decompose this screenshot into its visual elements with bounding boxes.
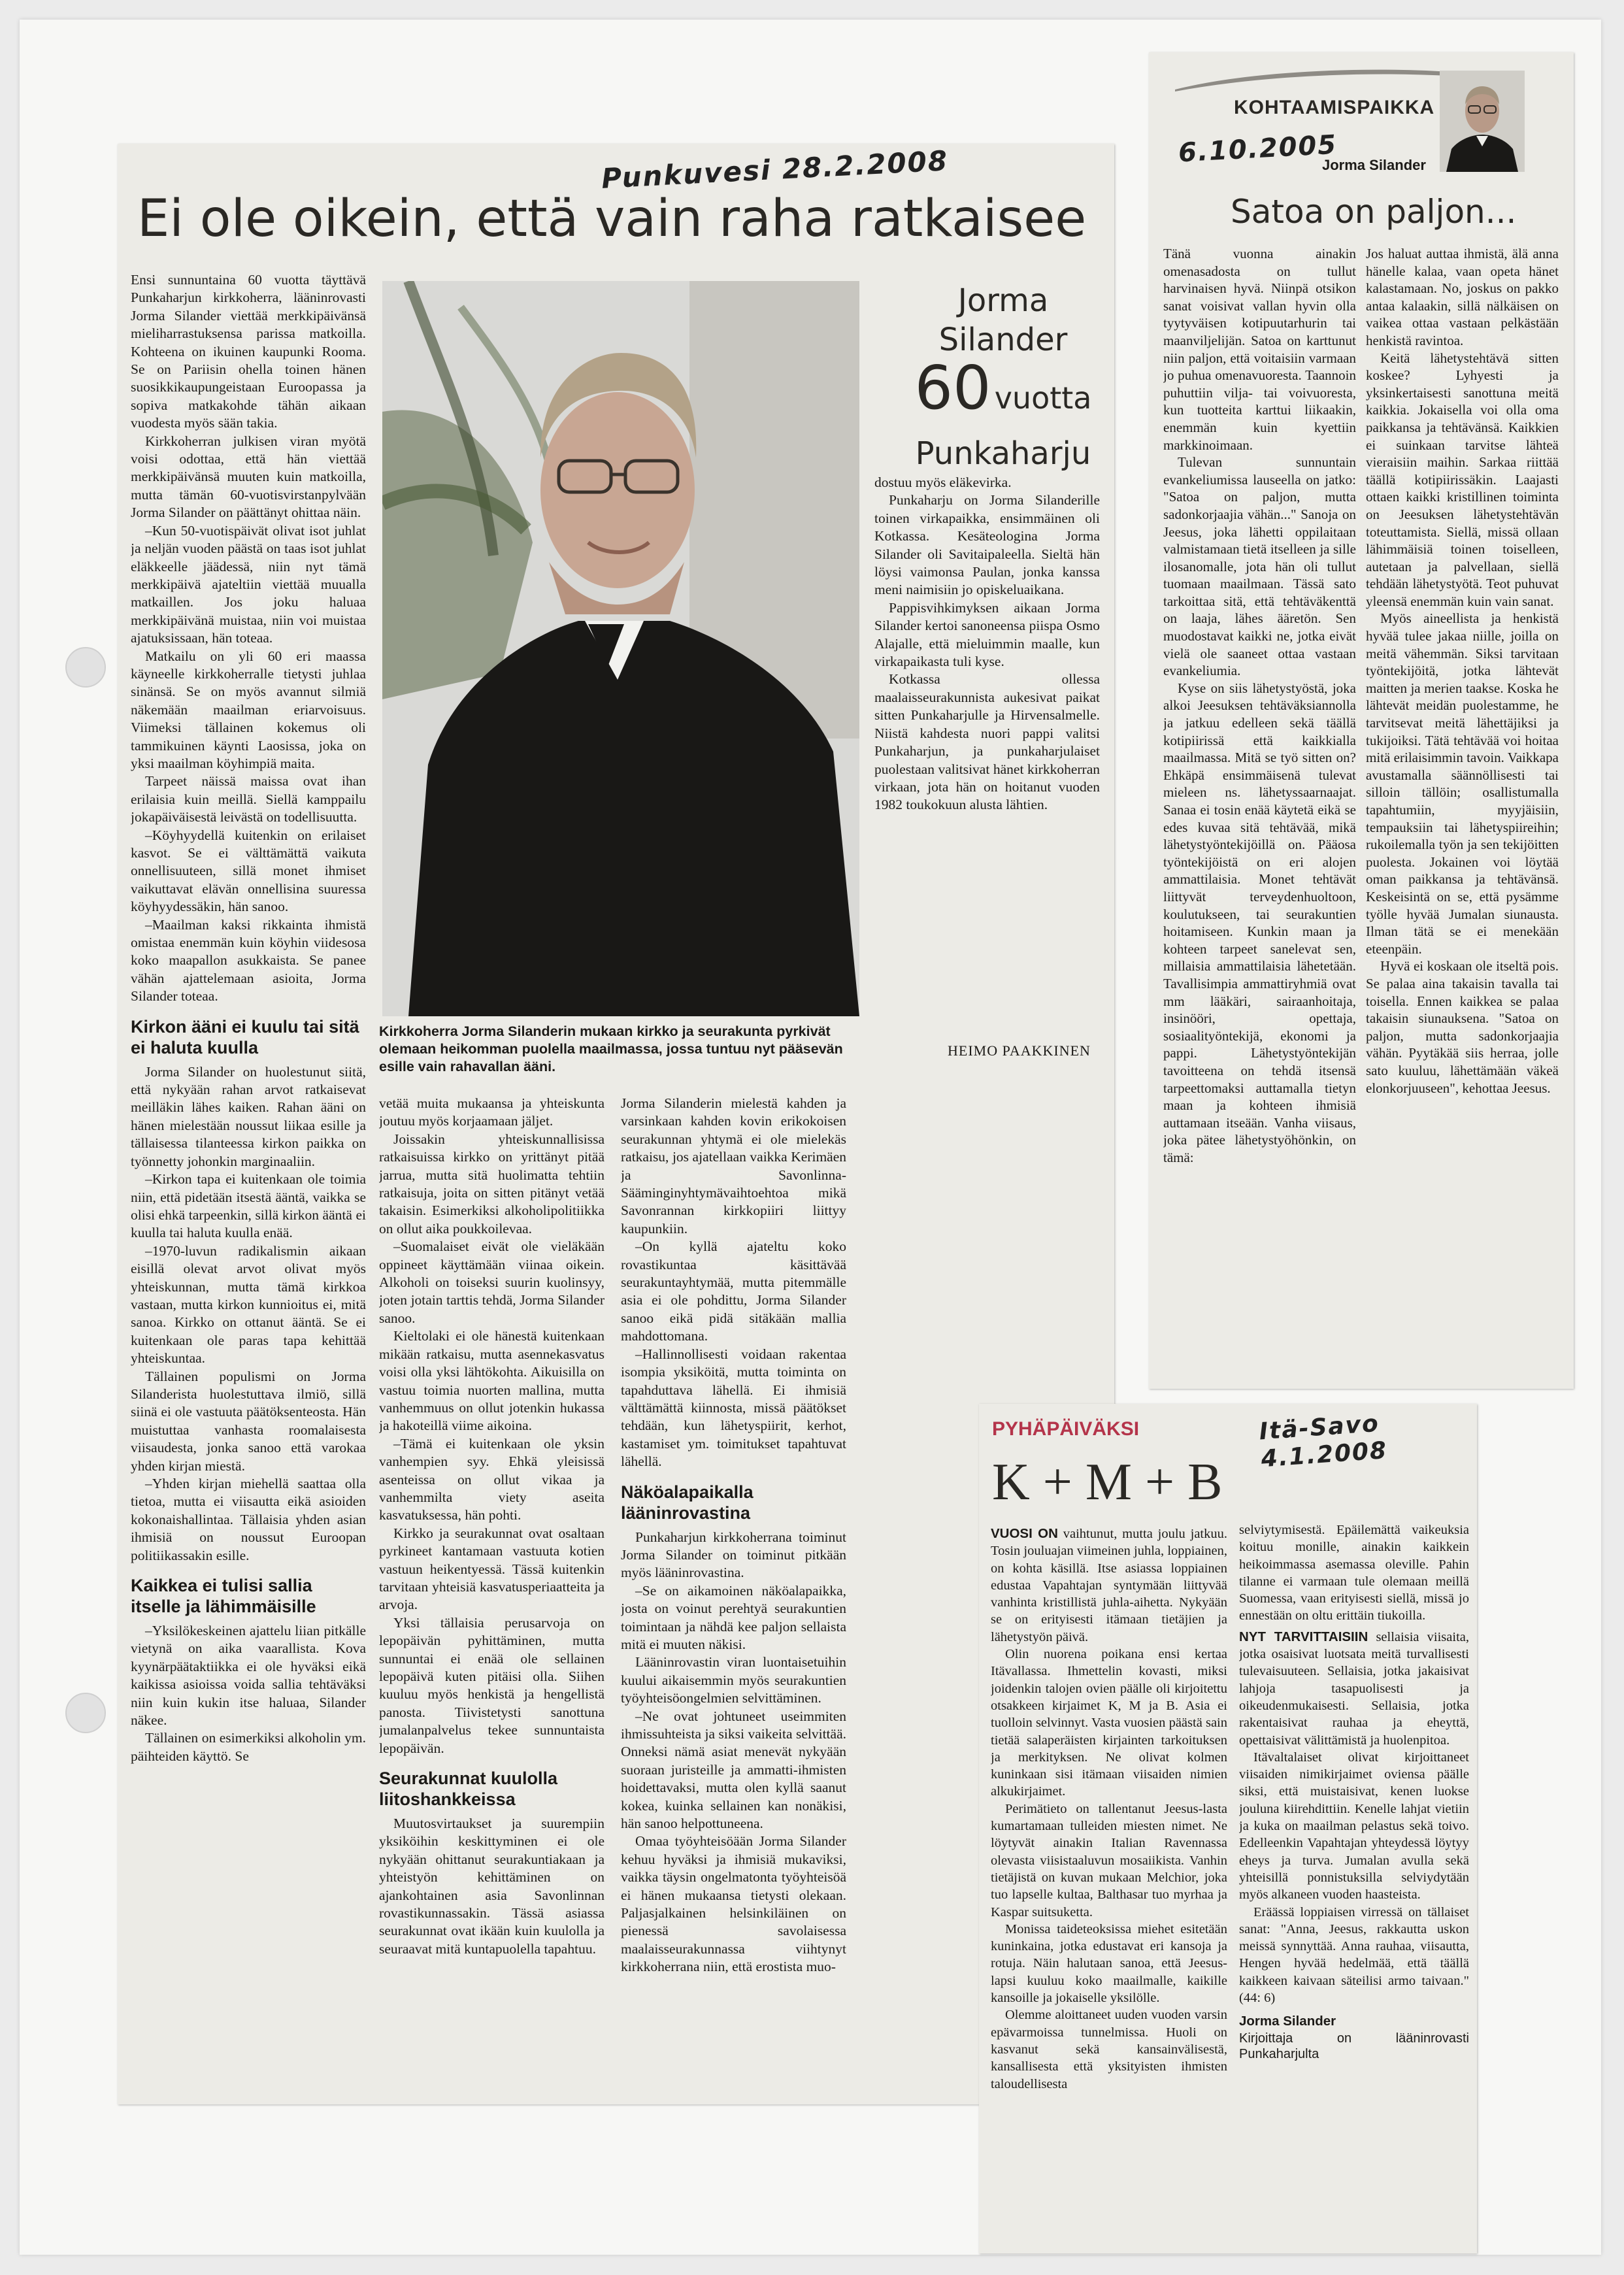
paragraph-text: –Kirkon tapa ei kuitenkaan ole toimia niin, että pidetään itsestä ääntä, vaikka se olisi ehkä tarpeenkin, sillä kirkon ääntä ei kuulla tai haluta kuulla enää. [131,1171,366,1241]
paragraph [131,1063,366,1171]
paragraph-text: Kotkassa ollessa maalaisseurakunnista aukesivat paikat sitten Punkaharjulle ja Hirvensalmelle. Niistä kahdesta nuori pappi valitsi Punkaharjun, ja punkaharjulaiset puolestaan valitsivat hänet kirkkoherran virkaan, jota hän on hoitanut vuoden 1982 toukokuun alusta lähtien. [874,671,1100,813]
paragraph-text: Kirkko ja seurakunnat ovat osaltaan pyrkineet kantamaan vastuuta kotien vastuun heikentyessä. Tässä kuitenkin tarvitaan yhteisiä kasvatusperiaatteita ja arvoja. [379,1525,605,1613]
paragraph-text: Kyse on siis lähetystyöstä, joka alkoi Jeesuksen tehtäväksiannolla ja jatkuu edelleen sekä täällä kotipiirissä että kaikkialla maailmassa. Mitä se työ sitten on? Ehkäpä ensimmäisenä tulevat mieleen ns. lähetyssaarnaajat. Sanaa ei tosin enää käytetä eikä se edes kuvaa sitä tehtävää, mikä lähetystyöntekijöillä on. Pääosa työntekijöistä on eri alojen ammattilaisia. Monet tehtävät liittyvät terveydenhuoltoon, koulutukseen, tai seurakuntien hoitamiseen. Kunkin maan ja kohteen tarpeet sanelevat sen, millaisia ammattilaisia lähetetään. Tavallisimpia ammattiryhmiä ovat mm lääkäri, sairaanhoitaja, insinööri, opettaja, sosiaalityöntekijä, ekonomi ja pappi. Lähetystyöntekijän tavoitteena on tehdä itsensä tarpeettomaksi auttamalla tietyn maan ja kohteen ihmisiä auttamaan itseään. Vanha viisaus, joka pätee lähetystyöhönkin, on tämä: [1163,680,1356,1165]
paragraph [1163,245,1356,454]
portrait-photo-image [382,281,859,1016]
paragraph-text: Jos haluat auttaa ihmistä, älä anna hänelle kalaa, vaan opeta hänet kalastamaan. No, joskus on pakko antaa kalaakin, sillä nälkäisen on vaikea ottaa vastaan pelkästään henkistä ravintoa. [1366,246,1559,348]
section-label-pyhapaivaksi: PYHÄPÄIVÄKSI [992,1418,1140,1440]
paragraph-text: Hyvä ei koskaan ole itseltä pois. Se palaa aina takaisin tavalla tai toisella. Ennen kaikkea se palaa takaisin siunauksena. "Satoa on paljon, mutta sadonkorjaajia vähän. Pyytäkää siis herraa, jolle sato kuuluu, lähettämään väkeä elonkorjuuseen", kehottaa Jeesus. [1366,958,1559,1096]
kicker-number: 60 [914,353,991,423]
paragraph [379,1238,605,1327]
columnist-photo [1440,71,1525,172]
paragraph-text: Tarpeet näissä maissa ovat ihan erilaisia kuin meillä. Siellä kamppailu jokapäiväisestä leivästä on todellisuutta. [131,773,366,825]
paragraph [991,1525,1227,1646]
lead-in-caps: NYT TARVITTAISIIN [1239,1629,1368,1644]
paragraph-text: Punkaharjun kirkkoherrana toiminut Jorma Silander on toiminut pitkään myös lääninrovastina. [621,1529,846,1581]
column-headline-kmb: K + M + B [992,1453,1223,1511]
paragraph-text: Pappisvihkimyksen aikaan Jorma Silander kertoi sanoneensa piispa Osmo Alajalle, että mieluimmin maalle, kun virkapaikasta tuli kyse. [874,599,1100,670]
paragraph [131,433,366,522]
paragraph-text: selviytymisestä. Epäilemättä vaikeuksia koituu monille, ainakin kaikkein heikoimmassa asemassa oleville. Pahin tilanne ei varmaan tule olemaan meillä Suomessa, vaan erityisesti siellä, missä jo ennestään on oltu erittäin tiukoilla. [1239,1523,1469,1623]
paragraph [621,1653,846,1707]
paragraph [1239,1904,1469,2007]
clipping-main-article [118,144,1114,2104]
section-label-kohtaamispaikka: KOHTAAMISPAIKKA [1234,97,1435,118]
paragraph-text: dostuu myös eläkevirka. [874,474,1012,490]
signature-description: Kirjoittaja on lääninrovasti Punkaharjulta [1239,2031,1469,2061]
columnist-name: Jorma Silander [1322,157,1426,173]
paragraph [1239,1629,1469,1749]
paragraph [379,1327,605,1435]
portrait-photo [382,281,859,1016]
lead-in-caps: VUOSI ON [991,1526,1058,1541]
paragraph-text: –Hallinnollisesti voidaan rakentaa isompia yksiköitä, mutta toiminta on tapahduttava lähellä. Ei ihmisiä välttämättä kiinnosta, missä päätökset tehdään, kun lähetyspiirit, kerhot, kastamiset ym. toimitukset tapahtuvat lähellä. [621,1346,846,1470]
paragraph [991,1921,1227,2006]
clipping-kohtaamispaikka [1149,52,1574,1389]
paragraph [1366,245,1559,350]
paragraph [131,1475,366,1565]
paragraph [1239,1521,1469,1625]
main-column-3 [621,1095,846,2095]
paragraph [131,522,366,648]
main-headline: Ei ole oikein, että vain raha ratkaisee [137,190,1087,248]
paragraph [131,1242,366,1368]
paragraph [379,1525,605,1614]
paragraph-text: vaihtunut, mutta joulu jatkuu. Tosin jouluajan viimeinen juhla, loppiainen, on kohta käsillä. Itse asiassa loppiainen edustaa Vapahtajan syntymään liittyvää vanhinta kristillistä juhla-aihetta. Nykyään se on erityisesti itämaan tietäjien ja lähetystyön päivä. [991,1527,1227,1644]
paragraph-text: Tulevan sunnuntain evankeliumissa lauseella on jatko: "Satoa on paljon, mutta sadonkorjaajia vähän..." Sanoja on Jeesus, joka lähetti oppilaitaan valmistamaan tietä itselleen ja sille ilosanomalle, jota hän oli tullut tuomaan maailmaan. Tässä sato tarkoittaa sitä, että tehtäväkenttä on laaja, lähes ääretön. Sen muodostavat kaikki ne, jotka eivät vielä ole saaneet ottaa vastaan evankeliumia. [1163,454,1356,679]
paragraph-text: Ensi sunnuntaina 60 vuotta täyttävä Punkaharjun kirkkoherra, lääninrovasti Jorma Silander viettää merkkipäivänsä mieliharrastuksensa parissa matkoilla. Kohteena on ikuinen kaupunki Rooma. Se on Pariisin ohella toinen hänen suosikkikaupungeistaan Euroopassa ja sopiva matkakohde tähän aikaan vuodesta myös sään takia. [131,272,366,431]
paragraph [991,2006,1227,2092]
punch-hole-bottom [65,1693,106,1733]
paragraph-text: –Yhden kirjan miehellä saattaa olla tietoa, mutta ei viisautta eikä asioiden kokonaishallintaa. Tällaisia yhden asian ihmisiä on noussut Euroopan politiikassakin esille. [131,1476,366,1563]
paragraph [621,1529,846,1582]
paragraph-text: –Kun 50-vuotispäivät olivat isot juhlat ja neljän vuoden päästä on taas isot juhlat eläkkeelle jäädessä, niin nyt tämä merkkipäivä ajateltiin viettää muualla matkaillen. Jos joku haluaa merkkipäivänä muistaa, niin voi muistaa ajatuksissaan, hän toteaa. [131,522,366,646]
paragraph [874,599,1100,671]
column-headline: Satoa on paljon... [1231,193,1517,231]
paragraph-text: –Ne ovat johtuneet useimmiten ihmissuhteista ja siksi vaikeita selvittää. Onneksi nämä asiat menevät nykyään suoraan juristeille ja ammatti-ihmisten hoidettavaksi, mutta olen kyllä saanut kokea, kuinka sellainen kan nonäkisi, hän sanoo helpottuneena. [621,1708,846,1832]
columnist-photo-image [1440,71,1525,172]
paragraph [1163,680,1356,1167]
column-text-2 [1366,245,1559,1376]
paragraph-text: Jorma Silanderin mielestä kahden ja varsinkaan kahden kovin erikokoisen seurakunnan yhtymä ei ole mielekäs ratkaisu, jos ajatellaan vaikka Kerimäen ja Savonlinna-Sääminginyhtymävaihtoehtoa mikä Savonrannan kirkkopiiri liittyy kaupunkiin. [621,1095,846,1237]
paragraph-text: Itävaltalaiset olivat kirjoittaneet viisaiden nimikirjaimet oviensa päälle siksi, että muistaisivat, kenen luokse jouluna kiirehdittiin. Kenelle lahjat vietiin ja kuka on maailman pelastus sekä toivo. Edelleenkin Vapahtajan yhteydessä löytyy eheys ja turva. Jumalan avulla sekä yhteisillä ponnistuksilla selviydytään myös alkaneen vuoden haasteista. [1239,1750,1469,1902]
paragraph-text: Monissa taideteoksissa miehet esitetään kuninkaina, jotka edustavat eri kansoja ja rotuja. Näin halutaan sanoa, että Jeesus-lapsi kuuluu koko maailmalle, kaikille kansoille ja jokaiselle yksilölle. [991,1921,1227,2006]
paragraph-text: –Tämä ei kuitenkaan ole yksin vanhempien syy. Ehkä yleisissä asenteissa on ollut vikaa ja vanhemmilta viety aseita kasvatuksessa, hän pohti. [379,1435,605,1523]
kmb-column-1 [991,1521,1227,2247]
paragraph [874,474,1100,491]
paragraph [131,648,366,773]
punch-hole-top [65,647,106,688]
paragraph-text: Tällainen populismi on Jorma Silanderista huolestuttava ilmiö, sillä siinä ei ole vastuuta päätöksenteosta. Hän muistuttaa vanhasta roomalaisesta viisaudesta, jonka sanoo että varokaa yhden kirjan miestä. [131,1368,366,1474]
paragraph-text: Lääninrovastin viran luontaisetuihin kuului aikaisemmin myös seurakuntien työyhteisöongelmien selvittäminen. [621,1654,846,1706]
paragraph-text: vetää muita mukaansa ja yhteiskunta joutuu myös korjaamaan jäljet. [379,1095,605,1129]
main-kicker [895,281,1111,473]
paragraph-text: –Yksilökeskeinen ajattelu liian pitkälle vietynä on aika vaarallista. Kova kyynärpäätaktiikka ei ole hyväksi eikä kaikissa asioissa voida sallia tehtäväksi niin kuin kukin itse haluaa, Silander näkee. [131,1623,366,1729]
subheading: Näköalapaikalla lääninrovastina [621,1482,754,1523]
subheading: Kaikkea ei tulisi sallia itselle ja lähimmäisille [131,1576,316,1617]
paragraph [991,1801,1227,1921]
paragraph-text: –Köyhyydellä kuitenkin on erilaiset kasvot. Se ei välttämättä vaikuta onnellisuuteen, sillä monet ihmiset vaikuttavat elävän onnellisina suuressa köyhyydessäkin, hän sanoo. [131,827,366,915]
paragraph-text: –Maailman kaksi rikkainta ihmistä omistaa enemmän kuin köyhin viidesosa koko maapallon asukkaista. Se panee vähän ajattelemaan asioita, Jorma Silander toteaa. [131,916,366,1005]
handwritten-source-date: Itä-Savo 4.1.2008 [1258,1410,1389,1473]
paragraph [379,1435,605,1525]
paragraph [131,1171,366,1242]
paragraph-text: Myös aineellista ja henkistä hyvää tulee jakaa niille, joilla on meitä vähemmän. Siksi tarvitaan työntekijöitä, jotka lähtevät maitten ja merien taakse. Koska he lähtevät meidän puolestamme, he tarvitsevat meitä lähettäjiksi ja tukijoiksi. Tätä tehtävää voi hoitaa mitä erilaisimmin tavoin. Vaikkapa avustamalla säännöllisesti tai silloin tällöin; osallistumalla tapahtumiin, myyjäisiin, tempauksiin tai lähetyspiireihin; rukoilemalla työn ja sen tekijöitten puolesta. Jokainen voi löytää oman paikkansa ja tehtävänsä. Keskeisintä on se, että pysämme työlle hyvää Jumalan siunausta. Ilman tätä se ei menekään eteenpäin. [1366,610,1559,957]
main-byline: HEIMO PAAKKINEN [948,1042,1091,1059]
paragraph [1366,350,1559,610]
paragraph [1366,957,1559,1097]
paragraph [379,1614,605,1757]
kicker-unit: vuotta [994,380,1092,416]
paragraph-text: Tällainen on esimerkiksi alkoholin ym. päihteiden käyttö. Se [131,1730,366,1764]
paragraph-text: Kieltolaki ei ole hänestä kuitenkaan mikään ratkaisu, mutta asennekasvatus voisi olla yksi lähtökohta. Aikuisilla on vastuu toimia nuorten mallina, mutta vanhemmuus on ollut jotenkin hukassa ja hakoteillä viime aikoina. [379,1328,605,1434]
paragraph [991,1646,1227,1801]
subheading: Seurakunnat kuulolla liitoshankkeissa [379,1769,558,1810]
column-text-1 [1163,245,1356,1376]
main-column-2 [379,1095,605,2095]
paragraph [131,1368,366,1475]
kicker-age-line [895,353,1111,434]
paragraph-text: Punkaharju on Jorma Silanderille toinen virkapaikka, ensimmäinen oli Kotkassa. Kesäteologina Jorma Silander oli Savitaipaleella. Sieltä hän löysi vaimonsa Paulan, jonka kanssa meni naimisiin jo opiskeluaikana. [874,492,1100,598]
paragraph [131,1729,366,1765]
handwritten-source-note: Punkuvesi 28.2.2008 [601,144,950,195]
paragraph [621,1095,846,1238]
paragraph-text: –1970-luvun radikalismin aikaan eisillä olevat arvot olivat myös yhteiskunnan, mutta tämä kirkkoa vastaan, mutta kirkon kunnioitus ei, mitä sanoa. Kirkko on ottanut ääntä. Se ei kuitenkaan ole paras tapa kehittää yhteiskuntaa. [131,1242,366,1367]
paragraph [874,671,1100,814]
clipping-pyhapaivaksi [979,1404,1477,2253]
paragraph-text: Joissakin yhteiskunnallisissa ratkaisuissa kirkko on yrittänyt pitää jarrua, mutta sitä huolimatta tehtiin ratkaisuja, joita on sitten pitänyt vetää takaisin. Esimerkiksi alkoholipolitiikka on ollut aika poukkoilevaa. [379,1131,605,1237]
kicker-name: Jorma Silander [938,282,1068,358]
paragraph [379,1815,605,1958]
paragraph [131,271,366,433]
paragraph-text: Keitä lähetystehtävä sitten koskee? Lyhyesti ja yksinkertaisesti sanottuna meitä kaikkia. Jokaisella voi olla oma paikkansa ja tehtävänsä. Kaikkien ei suinkaan tarvitse lähteä vieraisiin maihin. Sarkaa riittää täällä kotipiirissäkin. Laajasti ottaen kaikki kristillinen toiminta on Jeesuksen lähetystehtävän toteuttamista. Siellä, missä ollaan lähimmäisiä toinen toiselleen, autetaan ja palvellaan, siellä tehdään lähetystyötä. Teot puhuvat yleensä enemmän kuin vain sanat. [1366,350,1559,609]
paragraph-text: –Se on aikamoinen näköalapaikka, josta on voinut perehtyä seurakuntien toimintaan ja nähdä kee paljon sellaista mitä ei muuten näkisi. [621,1582,846,1652]
paragraph [131,1622,366,1729]
paragraph-text: Matkailu on yli 60 eri maassa käyneelle kirkkoherralle tietysti juhlaa sinänsä. Se on myös avannut silmiä näkemään maailman eriarvoisuus. Viimeksi tällainen kokemus oli tammikuinen käynti Laosissa, joka on yksi maailman köyhimpiä maita. [131,648,366,771]
paragraph [379,1095,605,1131]
paragraph-text: Yksi tällaisia perusarvoja on lepopäivän pyhittäminen, mutta sunnuntai ei enää ole sellainen lepopäivä kuten pitäisi olla. Siihen kuuluu myös henkistä ja hengellistä panosta. Tiivistetysti sanottuna jumalanpalvelus tekee sunnuntaista lepopäivän. [379,1614,605,1756]
paragraph [131,772,366,826]
paragraph [621,1238,846,1345]
kicker-place: Punkaharju [915,435,1091,472]
paragraph [621,1708,846,1833]
subheading: Kirkon ääni ei kuulu tai sitä ei haluta kuulla [131,1016,359,1057]
photo-caption: Kirkkoherra Jorma Silanderin mukaan kirkko ja seurakunta pyrkivät olemaan heikomman puolella maailmassa, jossa tuntuu nyt pääsevän esille vain rahavallan ääni. [379,1023,843,1074]
paragraph-text: sellaisia viisaita, jotka osaisivat luotsata meitä turvallisesti tulevaisuuteen. Sellaisia, jotka jakaisivat lahjoja tasapuolisesti ja oikeudenmukaisesti. Sellaisia, jotka rakentaisivat rauhaa ja eheyttä, opettaisivat välittämistä ja huolenpitoa. [1239,1629,1469,1748]
paragraph [621,1582,846,1654]
paragraph-text: Olin nuorena poikana ensi kertaa Itävallassa. Ihmettelin kovasti, miksi joidenkin talojen ovien päälle oli kirjoitettu otsakkeen kirjaimet K, M ja B. Asia ei tuolloin selvinnyt. Vasta vuosien päästä sain tietää salaperäisten kirjainten tarkoituksen ja merkityksen. Ne olivat kolmen kuninkaan sisi itämaan viisaiden nimien alkukirjaimet. [991,1647,1227,1799]
paragraph [621,1346,846,1471]
paragraph [621,1833,846,1976]
main-column-4 [874,474,1100,1036]
paragraph [131,827,366,916]
handwritten-date: 6.10.2005 [1177,129,1338,169]
paragraph [1366,610,1559,957]
paragraph-text: Omaa työyhteisöään Jorma Silander kehuu hyväksi ja ihmisiä mukaviksi, vaikka täysin ongelmatonta työyhteisöä ei hänen mukaansa tietysti olekaan. Paljasjalkainen helsinkiläinen on pienessä savolaisessa maalaisseurakunnassa viihtynyt kirkkoherrana niin, että erostista muo- [621,1833,846,1975]
paragraph-text: Perimätieto on tallentanut Jeesus-lasta kumartamaan tulleiden miesten nimet. Ne löytyvät ainakin Italian Ravennassa olevasta viisistaaluvun mosaiikista. Vanhin tietäjistä on kuvan mukaan Melchior, joka tuo lapselle kultaa, Balthasar tuo myrhaa ja Kaspar suitsuketta. [991,1801,1227,1919]
paragraph-text: –On kyllä ajateltu koko rovastikuntaa käsittävää seurakuntayhtymää, mutta pitemmälle asia ei ole pohdittu, Jorma Silander sanoo eikä pidä sitäkään mallia mahdottomana. [621,1238,846,1344]
paragraph [379,1131,605,1238]
paragraph [1239,1749,1469,1904]
paragraph [874,491,1100,599]
paragraph-text: Eräässä loppiaisen virressä on tällaiset sanat: "Anna, Jeesus, rakkautta uskon meissä synnyttää. Anna rauhaa, viisautta, Hengen hyvää hedelmää, että täällä kaikkeen kaivaan säteilisi armo taivaan." (44: 6) [1239,1904,1469,2006]
paragraph-text: Tänä vuonna ainakin omenasadosta on tullut harvinaisen hyvä. Niinpä otsikon sanat voisivat vallan hyvin olla tyytyväisen kotipuutarhurin tai maanviljelijän. Satoa on karttunut niin paljon, että voitaisiin varmaan jo puhua omenavuoresta. Taannoin puhuttiin vilja- tai voivuoresta, kun tuotteita karttui liikaakin, enemmän kuin kyettiin markkinoimaan. [1163,246,1356,453]
paragraph [131,916,366,1006]
paragraph-text: –Suomalaiset eivät ole vieläkään oppineet käyttämään viinaa oikein. Alkoholi on toiseksi suurin kuolinsyy, joten jotain tarttis tehdä, Jorma Silander sanoo. [379,1238,605,1326]
paragraph-text: Jorma Silander on huolestunut siitä, että nykyään rahan arvot ratkaisevat meilläkin lähes kaiken. Rahan ääni on hänen mielestään noussut liikaa esille ja tällaisessa tilanteessa kirkon paikka on työnnetty johonkin marginaaliin. [131,1063,366,1169]
kmb-column-2 [1239,1521,1469,2247]
paragraph-text: Kirkkoherran julkisen viran myötä voisi odottaa, että hän viettää merkkipäivänsä muuten kuin matkoilla, mutta tämän 60-vuotisvirstanpylvään Jorma Silander on päättänyt ohittaa näin. [131,433,366,521]
paragraph-text: Muutosvirtaukset ja suurempiin yksiköihin keskittyminen ei ole nykyään ohittanut seurakuntiakaan ja yhteistyön kehittäminen on ajankohtainen asia Savonlinnan rovastikunnassakin. Tässä asiassa seurakunnat ovat ikään kuin kuulolla ja seuraavat mitä kuntapuolella tapahtuu. [379,1816,605,1957]
paragraph [1163,454,1356,680]
paragraph-text: Olemme aloittaneet uuden vuoden varsin epävarmoissa tunnelmissa. Huoli on kasvanut sekä kansainvälisestä, kansallisesta että yksityisten ihmisten taloudellisesta [991,2008,1227,2091]
signature-name: Jorma Silander [1239,2014,1336,2029]
main-column-1 [131,271,366,2095]
section-swoosh-icon [1175,67,1450,93]
